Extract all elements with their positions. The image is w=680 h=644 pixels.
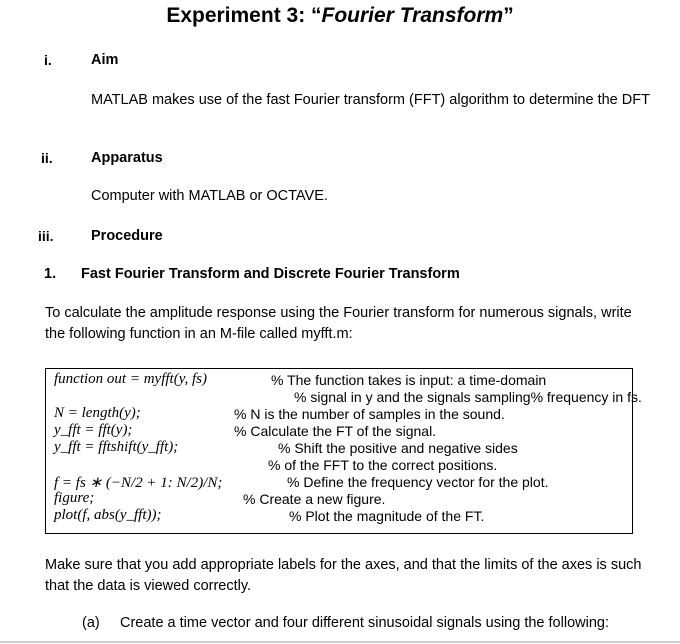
code-comment: % The function takes is input: a time-domain (271, 372, 547, 388)
code-line-fft: y_fft = fft(y); (54, 422, 133, 438)
apparatus-number: ii. (41, 150, 53, 166)
title-plain: Experiment 3: “ (166, 4, 322, 27)
code-box (45, 368, 642, 534)
page-edge-divider (0, 641, 680, 643)
code-comment: % Define the frequency vector for the plot. (287, 474, 549, 490)
subsection-number: 1. (44, 266, 57, 282)
code-line-function: function out = myfft(y, fs) (54, 371, 208, 387)
title-end: ” (503, 4, 514, 27)
page-title (0, 4, 680, 28)
code-comment: % N is the number of samples in the sound. (234, 406, 505, 422)
title-italic: Fourier Transform (321, 4, 504, 27)
subsection-heading: Fast Fourier Transform and Discrete Fourier Transform (81, 266, 460, 282)
code-comment: % of the FFT to the correct positions. (268, 457, 498, 473)
code-line-figure: figure; (54, 490, 95, 506)
code-line-plot: plot(f, abs(y_fft)); (54, 507, 162, 523)
apparatus-heading: Apparatus (91, 150, 163, 166)
code-line-fftshift: y_fft = fftshift(y_fft); (54, 439, 179, 455)
aim-text: MATLAB makes use of the fast Fourier transform (FFT) algorithm to determine the DFT (91, 92, 650, 108)
after-paragraph: Make sure that you add appropriate labels for the axes, and that the limits of the axes is such that the data is viewed correctly. (45, 557, 642, 594)
item-a-text: Create a time vector and four different sinusoidal signals using the following: (120, 615, 609, 631)
item-a-label: (a) (82, 615, 100, 631)
code-comment: % signal in y and the signals sampling% frequency in fs. (294, 389, 642, 405)
code-comment: % Plot the magnitude of the FT. (289, 508, 485, 524)
procedure-number: iii. (38, 228, 54, 244)
aim-heading: Aim (91, 52, 119, 68)
procedure-heading: Procedure (91, 228, 163, 244)
aim-number: i. (44, 52, 52, 68)
code-comment: % Create a new figure. (243, 491, 386, 507)
code-comment: % Shift the positive and negative sides (278, 440, 518, 456)
code-comment: % Calculate the FT of the signal. (234, 423, 437, 439)
intro-paragraph: To calculate the amplitude response using the Fourier transform for numerous signals, write the following function in an M-file called myfft.m: (45, 305, 632, 342)
code-line-frequency: f = fs ∗ (−N/2 + 1: N/2)/N; (54, 475, 223, 491)
code-line-length: N = length(y); (54, 405, 141, 421)
apparatus-text: Computer with MATLAB or OCTAVE. (91, 188, 328, 204)
